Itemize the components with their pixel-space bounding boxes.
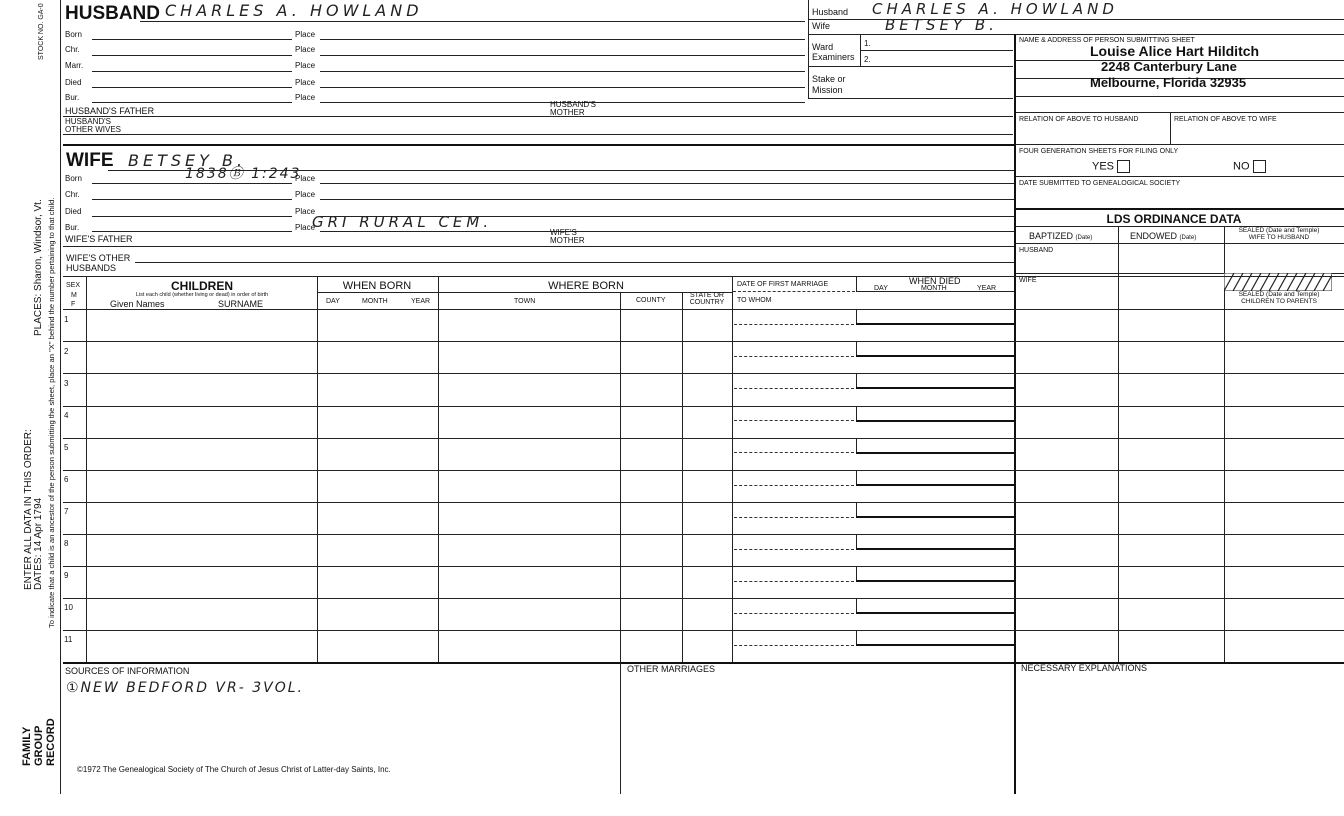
sealed-wife-header [1226, 227, 1332, 241]
husband-chr-label: Chr. [65, 45, 80, 54]
no-option[interactable] [1233, 160, 1266, 173]
husband-mother-label-1: HUSBAND'S [550, 100, 596, 109]
endowed-header [1130, 231, 1196, 241]
born-day-label: DAY [326, 298, 340, 305]
to-whom-label: TO WHOM [737, 297, 772, 304]
died-year-label: YEAR [977, 285, 997, 292]
husband-other-wives-label-2: OTHER WIVES [65, 125, 122, 134]
husband-heading: HUSBAND [65, 3, 160, 24]
sex-f: F [71, 301, 76, 308]
stock-number: STOCK NO. GA-0 [38, 3, 45, 60]
country-label: COUNTRY [689, 299, 725, 307]
county-label: COUNTY [636, 297, 666, 304]
husband-born-label: Born [65, 30, 82, 39]
no-checkbox[interactable] [1253, 160, 1266, 173]
wife-heading: WIFE [66, 150, 114, 171]
stake-label: Stake or [812, 74, 846, 84]
baptized-label: BAPTIZED [1029, 231, 1074, 241]
sealed-wife-line-1: SEALED (Date and Temple) [1238, 227, 1320, 234]
wife-mother-label-1: WIFE'S [550, 228, 577, 237]
baptized-date-label: (Date) [1075, 235, 1093, 241]
submitter-city: Melbourne, Florida 32935 [1090, 75, 1247, 90]
sealed-wife-line-2: WIFE TO HUSBAND [1248, 234, 1310, 242]
child-row-number: 3 [64, 379, 69, 388]
husband-bur-label: Bur. [65, 93, 80, 102]
husband-name: CHARLES A. HOWLAND [165, 1, 423, 20]
husband-father-label: HUSBAND'S FATHER [65, 106, 155, 116]
wife-bur-label: Bur. [65, 223, 80, 232]
mission-label: Mission [812, 85, 843, 95]
tr-wife-label: Wife [812, 21, 830, 31]
wife-father-label: WIFE'S FATHER [65, 234, 133, 244]
child-row-number: 2 [64, 347, 69, 356]
lds-wife-label: WIFE [1019, 277, 1037, 284]
child-row-number: 11 [64, 635, 73, 644]
other-marriages-label: OTHER MARRIAGES [627, 664, 716, 674]
wife-died-label: Died [65, 207, 82, 216]
surname-label: SURNAME [218, 299, 264, 309]
sources-label: SOURCES OF INFORMATION [65, 666, 190, 676]
four-gen-label: FOUR GENERATION SHEETS FOR FILING ONLY [1019, 148, 1179, 155]
wife-bur-place-label: Place [295, 223, 316, 232]
wife-chr-label: Chr. [65, 190, 80, 199]
source-entry: ①NEW BEDFORD VR- 3VOL. [66, 680, 304, 696]
child-row-number: 1 [64, 315, 69, 324]
tr-wife-value: BETSEY B. [885, 16, 998, 34]
submitter-name: Louise Alice Hart Hilditch [1090, 43, 1260, 59]
lds-title: LDS ORDINANCE DATA [1106, 212, 1242, 226]
wife-mother-label-2: MOTHER [550, 236, 585, 245]
wife-born-value: 1838Ⓑ 1:243 [185, 166, 302, 182]
examiner-1: 1. [864, 39, 871, 48]
sealed-children-header [1226, 291, 1332, 305]
state-label: STATE OR [690, 292, 724, 299]
endowed-label: ENDOWED [1130, 231, 1177, 241]
husband-other-wives-label-1: HUSBAND'S [65, 117, 111, 126]
husband-marr-label: Marr. [65, 61, 84, 70]
husband-died-place-label: Place [295, 78, 316, 87]
sealed-children-line-2: CHILDREN TO PARENTS [1241, 298, 1317, 306]
family-label: FAMILY [21, 726, 33, 766]
children-title: CHILDREN [171, 279, 233, 293]
husband-marr-place-label: Place [295, 61, 316, 70]
child-row-number: 8 [64, 539, 69, 548]
no-label: NO [1233, 160, 1250, 173]
town-label: TOWN [514, 298, 536, 305]
yes-option[interactable] [1092, 160, 1130, 173]
child-row-number: 6 [64, 475, 69, 484]
submitter-street: 2248 Canterbury Lane [1101, 59, 1237, 74]
died-month-label: MONTH [921, 285, 947, 292]
wife-other-husbands-1: WIFE'S OTHER [66, 253, 131, 263]
left-border [60, 0, 61, 794]
died-day-label: DAY [874, 285, 888, 292]
child-row-number: 7 [64, 507, 69, 516]
group-label: GROUP [33, 725, 45, 766]
copyright-text: ©1972 The Genealogical Society of The Church of Jesus Christ of Latter-day Saints, Inc. [77, 765, 391, 774]
husband-bur-place-label: Place [295, 93, 316, 102]
husband-died-label: Died [65, 78, 82, 87]
wife-born-place-label: Place [295, 174, 316, 183]
where-born-label: WHERE BORN [548, 280, 624, 292]
tr-husband-label: Husband [812, 7, 849, 17]
when-died-label: WHEN DIED [909, 276, 961, 286]
baptized-header [1029, 231, 1092, 241]
child-row-number: 10 [64, 603, 73, 612]
date-submitted-label: DATE SUBMITTED TO GENEALOGICAL SOCIETY [1019, 180, 1181, 187]
sex-m: M [71, 292, 77, 299]
ancestor-instruction: To indicate that a child is an ancestor of the person submitting the sheet, place an "X" behind the number pertaining to that child. [47, 197, 56, 628]
endowed-date-label: (Date) [1179, 235, 1197, 241]
wife-born-label: Born [65, 174, 82, 183]
places-label: PLACES: Sharon, Windsor, Vt. [33, 199, 44, 336]
child-row-number: 4 [64, 411, 69, 420]
enter-order-label: ENTER ALL DATA IN THIS ORDER: [23, 429, 34, 590]
born-month-label: MONTH [362, 298, 388, 305]
record-label: RECORD [45, 718, 57, 766]
submitter-label: NAME & ADDRESS OF PERSON SUBMITTING SHEET [1019, 37, 1195, 44]
born-year-label: YEAR [411, 298, 431, 305]
examiner-2: 2. [864, 55, 871, 64]
wife-died-place-label: Place [295, 207, 316, 216]
necessary-explanations-label: NECESSARY EXPLANATIONS [1021, 663, 1148, 673]
given-names-label: Given Names [110, 299, 165, 309]
wife-chr-place-label: Place [295, 190, 316, 199]
state-country-label [683, 292, 731, 307]
wife-other-husbands-2: HUSBANDS [66, 263, 117, 273]
when-born-label: WHEN BORN [342, 280, 412, 292]
first-marriage-label: DATE OF FIRST MARRIAGE [737, 281, 829, 288]
husband-chr-place-label: Place [295, 45, 316, 54]
child-row-number: 9 [64, 571, 69, 580]
sex-label: SEX [66, 282, 81, 289]
husband-born-place-label: Place [295, 30, 316, 39]
wife-name: BETSEY B. [128, 151, 247, 170]
wife-bur-place-value: GRI RURAL CEM. [312, 213, 493, 231]
child-row-number: 5 [64, 443, 69, 452]
relation-husband-label: RELATION OF ABOVE TO HUSBAND [1019, 116, 1139, 123]
dates-label: DATES: 14 Apr 1794 [33, 497, 44, 590]
lds-husband-label: HUSBAND [1019, 247, 1054, 254]
children-instructions: List each child (whether living or dead) in order of birth [135, 292, 269, 298]
examiners-label: Examiners [812, 52, 855, 62]
husband-mother-label-2: MOTHER [550, 108, 585, 117]
yes-label: YES [1092, 160, 1115, 173]
yes-checkbox[interactable] [1117, 160, 1130, 173]
ward-label: Ward [812, 42, 834, 52]
relation-wife-label: RELATION OF ABOVE TO WIFE [1174, 116, 1277, 123]
tr-husband-value: CHARLES A. HOWLAND [872, 0, 1118, 18]
sealed-children-line-1: SEALED (Date and Temple) [1238, 291, 1320, 298]
